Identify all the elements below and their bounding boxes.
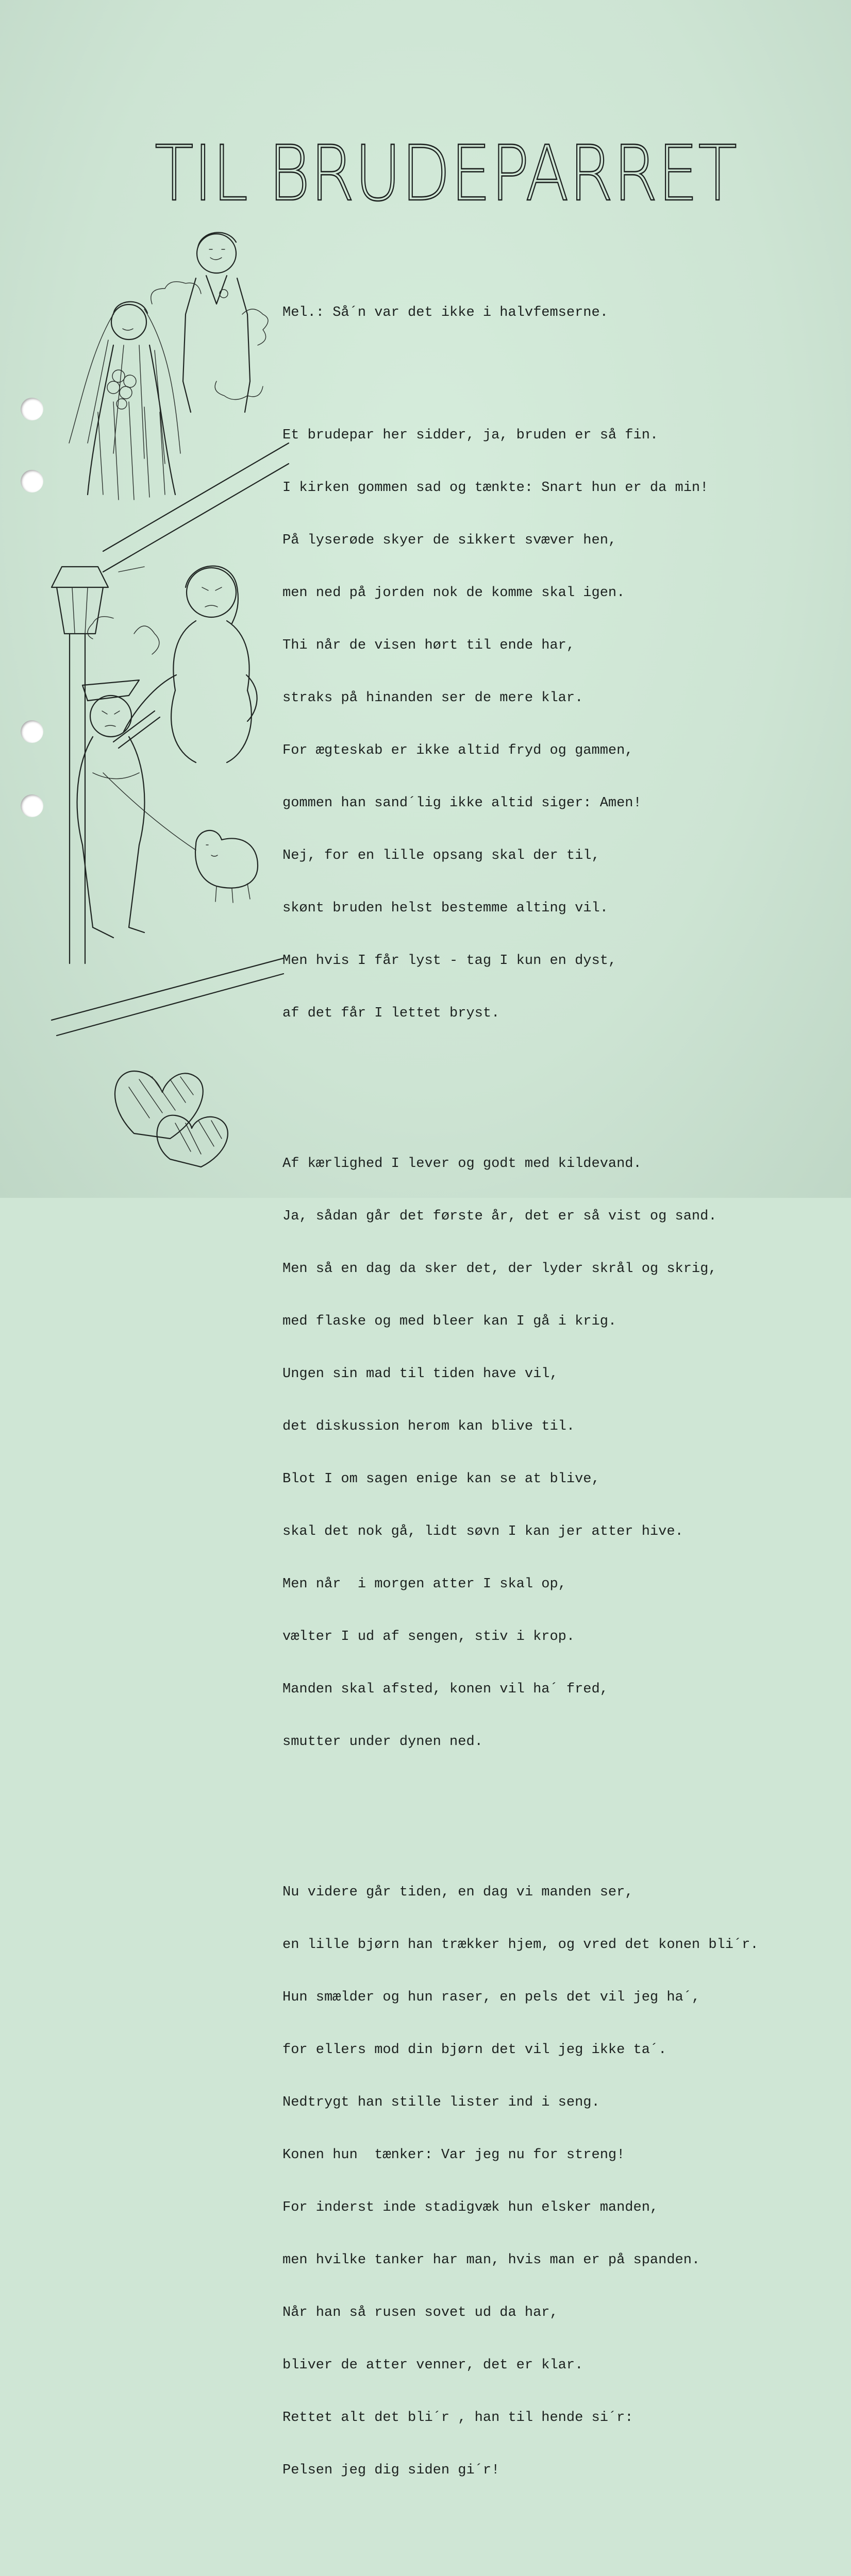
verse-line: Nej, for en lille opsang skal der til,: [282, 848, 600, 863]
punch-hole: [21, 470, 43, 493]
title-text: TIL BRUDEPARRET: [155, 129, 737, 218]
verse-line: Når han så rusen sovet ud da har,: [282, 2305, 558, 2320]
verse-line: Nu videre går tiden, en dag vi manden ser,: [282, 1885, 633, 1900]
melody-line: Mel.: Så´n var det ikke i halvfemserne.: [282, 305, 608, 320]
verse-line: straks på hinanden ser de mere klar.: [282, 690, 583, 706]
verse-line: Nedtrygt han stille lister ind i seng.: [282, 2095, 600, 2110]
verse-line: for ellers mod din bjørn det vil jeg ikke ta´.: [282, 2042, 667, 2058]
verse-line: Konen hun tænker: Var jeg nu for streng!: [282, 2147, 625, 2163]
verse-line: Rettet alt det bli´r , han til hende si´r:: [282, 2410, 633, 2426]
verse-line: men ned på jorden nok de komme skal igen.: [282, 585, 625, 601]
verse-line: Hun smælder og hun raser, en pels det vil jeg ha´,: [282, 1990, 700, 2005]
verse-line: Pelsen jeg dig siden gi´r!: [282, 2463, 500, 2478]
verse-line: af det får I lettet bryst.: [282, 1006, 500, 1021]
verse-line: Ungen sin mad til tiden have vil,: [282, 1366, 558, 1382]
verse-line: Men så en dag da sker det, der lyder skrål og skrig,: [282, 1261, 717, 1277]
verse-line: med flaske og med bleer kan I gå i krig.: [282, 1314, 617, 1329]
verse-line: Manden skal afsted, konen vil ha´ fred,: [282, 1682, 608, 1697]
verse-line: Men når i morgen atter I skal op,: [282, 1577, 566, 1592]
song-text: [282, 269, 844, 2576]
verse-line: det diskussion herom kan blive til.: [282, 1419, 575, 1434]
verse-line: Men hvis I får lyst - tag I kun en dyst,: [282, 953, 617, 969]
verse-line: skal det nok gå, lidt søvn I kan jer atter hive.: [282, 1524, 683, 1539]
punch-hole: [21, 794, 43, 817]
verse-line: Et brudepar her sidder, ja, bruden er så fin.: [282, 428, 659, 443]
verse-1: [282, 392, 844, 1057]
quarrel-illustration: [41, 556, 283, 1030]
punch-hole: [21, 720, 43, 743]
verse-line: Af kærlighed I lever og godt med kildevand.: [282, 1156, 642, 1172]
verse-line: men hvilke tanker har man, hvis man er på spanden.: [282, 2252, 700, 2268]
verse-line: For ægteskab er ikke altid fryd og gammen,: [282, 743, 633, 758]
verse-line: Ja, sådan går det første år, det er så vist og sand.: [282, 1209, 717, 1224]
verse-line: vælter I ud af sengen, stiv i krop.: [282, 1629, 575, 1645]
verse-line: skønt bruden helst bestemme alting vil.: [282, 901, 608, 916]
verse-line: gommen han sand´lig ikke altid siger: Amen!: [282, 795, 642, 811]
verse-line: På lyserøde skyer de sikkert svæver hen,: [282, 533, 617, 548]
verse-line: I kirken gommen sad og tænkte: Snart hun er da min!: [282, 480, 709, 496]
punch-hole: [21, 398, 43, 420]
verse-2: [282, 1120, 844, 1786]
verse-line: For inderst inde stadigvæk hun elsker manden,: [282, 2200, 659, 2215]
verse-line: Blot I om sagen enige kan se at blive,: [282, 1471, 600, 1487]
verse-3: [282, 1849, 844, 2514]
wedding-couple-illustration: [72, 227, 289, 515]
verse-line: en lille bjørn han trækker hjem, og vred det konen bli´r.: [282, 1937, 759, 1953]
verse-line: bliver de atter venner, det er klar.: [282, 2358, 583, 2373]
verse-line: smutter under dynen ned.: [282, 1734, 483, 1750]
hearts-illustration: [113, 1056, 247, 1170]
page-title: [155, 129, 742, 218]
verse-line: Thi når de visen hørt til ende har,: [282, 638, 575, 653]
